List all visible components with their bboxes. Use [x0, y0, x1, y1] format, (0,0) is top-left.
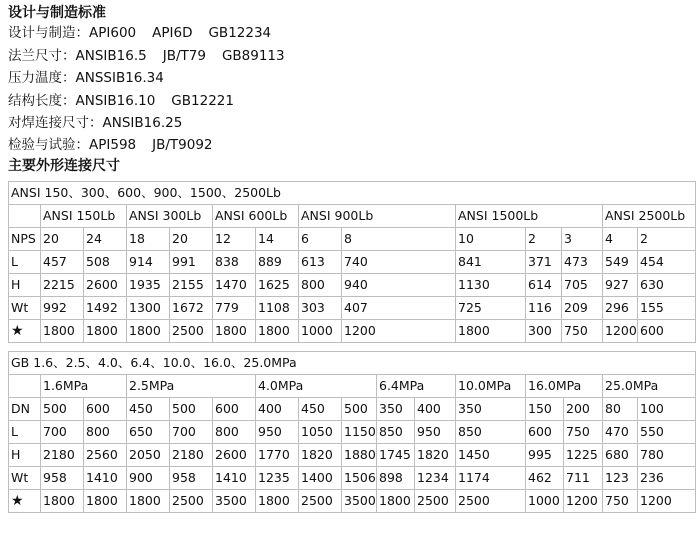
class-header: ANSI 900Lb — [299, 205, 456, 228]
table-cell: 80 — [603, 398, 638, 421]
table-cell: 3 — [562, 228, 603, 251]
gb-row — [9, 421, 696, 444]
table-cell: 750 — [562, 320, 603, 343]
row-label: DN — [9, 398, 41, 421]
row-label: H — [9, 444, 41, 467]
class-header: 10.0MPa — [456, 375, 526, 398]
table-cell: 950 — [415, 421, 456, 444]
table-cell: 123 — [603, 467, 638, 490]
table-cell: 508 — [84, 251, 127, 274]
table-cell: 1225 — [564, 444, 603, 467]
gb-table-body — [9, 398, 696, 513]
spec-pressure-temperature — [8, 68, 180, 88]
gb-dimensions-table — [8, 351, 696, 513]
ansi-row — [9, 320, 696, 343]
row-label: ★ — [9, 320, 41, 343]
table-cell: 750 — [564, 421, 603, 444]
table-cell: 1800 — [456, 320, 526, 343]
table-cell: 1410 — [84, 467, 127, 490]
table-cell: 1200 — [603, 320, 638, 343]
table-cell: 1800 — [213, 320, 256, 343]
spec-value: API598 — [89, 137, 137, 153]
table-cell: 1130 — [456, 274, 526, 297]
table-cell: 1235 — [256, 467, 299, 490]
table-cell: 1000 — [526, 490, 564, 513]
table-cell: 898 — [377, 467, 415, 490]
table-cell: 779 — [213, 297, 256, 320]
row-label: H — [9, 274, 41, 297]
ansi-row — [9, 228, 696, 251]
spec-flange-size — [8, 46, 301, 66]
table-cell: 500 — [41, 398, 84, 421]
table-cell: 1820 — [415, 444, 456, 467]
table-cell: 1800 — [127, 490, 170, 513]
table-cell: 991 — [170, 251, 213, 274]
table-cell: 1800 — [84, 320, 127, 343]
table-cell: 155 — [638, 297, 696, 320]
ansi-row — [9, 251, 696, 274]
table-cell: 407 — [342, 297, 456, 320]
table-cell: 1935 — [127, 274, 170, 297]
spec-label: 法兰尺寸： — [8, 48, 76, 64]
table-cell: 600 — [84, 398, 127, 421]
table-cell: 1200 — [638, 490, 696, 513]
gb-row — [9, 490, 696, 513]
ansi-row — [9, 274, 696, 297]
table-cell: 10 — [456, 228, 526, 251]
table-cell: 300 — [526, 320, 562, 343]
table-cell: 800 — [84, 421, 127, 444]
table-cell: 2600 — [213, 444, 256, 467]
spec-value: GB12221 — [171, 93, 234, 109]
ansi-dimensions-table — [8, 181, 696, 343]
spec-label: 压力温度： — [8, 70, 76, 86]
table-cell: 650 — [127, 421, 170, 444]
spec-value: API6D — [152, 25, 193, 41]
table-cell: 1174 — [456, 467, 526, 490]
class-header: 25.0MPa — [603, 375, 696, 398]
row-label: ★ — [9, 490, 41, 513]
class-header: ANSI 150Lb — [41, 205, 127, 228]
table-cell: 1492 — [84, 297, 127, 320]
table-cell: 750 — [603, 490, 638, 513]
gb-row — [9, 467, 696, 490]
table-cell: 780 — [638, 444, 696, 467]
table-cell: 18 — [127, 228, 170, 251]
table-cell: 500 — [342, 398, 377, 421]
spec-design-manufacture — [8, 23, 287, 43]
table-cell: 1400 — [299, 467, 342, 490]
table-cell: 371 — [526, 251, 562, 274]
table-cell: 303 — [299, 297, 342, 320]
table-cell: 1770 — [256, 444, 299, 467]
table-cell: 740 — [342, 251, 456, 274]
table-cell: 800 — [213, 421, 256, 444]
class-header: 2.5MPa — [127, 375, 256, 398]
table-cell: 8 — [342, 228, 456, 251]
table-cell: 549 — [603, 251, 638, 274]
table-cell: 600 — [213, 398, 256, 421]
table-cell: 550 — [638, 421, 696, 444]
table-cell: 1470 — [213, 274, 256, 297]
table-cell: 500 — [170, 398, 213, 421]
table-cell: 350 — [377, 398, 415, 421]
table-cell: 958 — [41, 467, 84, 490]
table-cell: 350 — [456, 398, 526, 421]
table-cell: 2500 — [299, 490, 342, 513]
table-cell: 1410 — [213, 467, 256, 490]
table-cell: 2600 — [84, 274, 127, 297]
spec-value: ANSSIB16.34 — [75, 70, 164, 86]
table-cell: 14 — [256, 228, 299, 251]
spec-value: ANSIB16.10 — [75, 93, 156, 109]
table-cell: 2500 — [170, 490, 213, 513]
spec-butt-weld-size — [8, 113, 198, 133]
table-cell: 454 — [638, 251, 696, 274]
table-cell: 470 — [603, 421, 638, 444]
table-cell: 2155 — [170, 274, 213, 297]
class-header: ANSI 2500Lb — [603, 205, 696, 228]
gb-row — [9, 444, 696, 467]
spec-value: GB89113 — [221, 48, 285, 64]
table-cell: 6 — [299, 228, 342, 251]
table-cell: 705 — [562, 274, 603, 297]
table-cell: 1800 — [256, 320, 299, 343]
table-cell: 850 — [456, 421, 526, 444]
class-header: ANSI 1500Lb — [456, 205, 603, 228]
table-cell: 700 — [170, 421, 213, 444]
table-cell: 995 — [526, 444, 564, 467]
ansi-row — [9, 297, 696, 320]
table-cell: 2180 — [41, 444, 84, 467]
table-cell: 1800 — [41, 320, 84, 343]
table-cell: 457 — [41, 251, 84, 274]
spec-label: 结构长度： — [8, 93, 76, 109]
table-cell: 150 — [526, 398, 564, 421]
table-cell: 200 — [564, 398, 603, 421]
ansi-caption: ANSI 150、300、600、900、1500、2500Lb — [9, 182, 696, 205]
table-cell: 116 — [526, 297, 562, 320]
table-cell: 850 — [377, 421, 415, 444]
table-cell: 889 — [256, 251, 299, 274]
dimensions-heading: 主要外形连接尺寸 — [8, 158, 120, 174]
table-cell: 1200 — [564, 490, 603, 513]
class-header: 4.0MPa — [256, 375, 377, 398]
table-cell: 700 — [41, 421, 84, 444]
table-cell: 630 — [638, 274, 696, 297]
table-cell: 841 — [456, 251, 526, 274]
row-label: L — [9, 251, 41, 274]
table-cell: 2560 — [84, 444, 127, 467]
table-cell: 1800 — [377, 490, 415, 513]
page-title: 设计与制造标准 — [8, 5, 106, 21]
table-cell: 3500 — [342, 490, 377, 513]
class-header: 6.4MPa — [377, 375, 456, 398]
spec-value: JB/T9092 — [152, 137, 213, 153]
table-cell: 462 — [526, 467, 564, 490]
table-cell: 400 — [256, 398, 299, 421]
table-cell: 100 — [638, 398, 696, 421]
table-cell: 950 — [256, 421, 299, 444]
table-cell: 2 — [638, 228, 696, 251]
spec-value: ANSIB16.5 — [75, 48, 147, 64]
table-cell: 927 — [603, 274, 638, 297]
row-label: NPS — [9, 228, 41, 251]
table-cell: 296 — [603, 297, 638, 320]
class-header: ANSI 600Lb — [213, 205, 299, 228]
empty-cell — [9, 205, 41, 228]
table-cell: 800 — [299, 274, 342, 297]
table-cell: 1200 — [342, 320, 456, 343]
table-cell: 1800 — [41, 490, 84, 513]
table-cell: 1450 — [456, 444, 526, 467]
table-cell: 1880 — [342, 444, 377, 467]
table-cell: 838 — [213, 251, 256, 274]
table-cell: 1625 — [256, 274, 299, 297]
table-cell: 1745 — [377, 444, 415, 467]
table-cell: 680 — [603, 444, 638, 467]
table-cell: 1820 — [299, 444, 342, 467]
table-cell: 2 — [526, 228, 562, 251]
table-cell: 12 — [213, 228, 256, 251]
table-cell: 725 — [456, 297, 526, 320]
table-cell: 1234 — [415, 467, 456, 490]
spec-structure-length — [8, 91, 250, 111]
table-cell: 450 — [299, 398, 342, 421]
table-cell: 450 — [127, 398, 170, 421]
table-cell: 473 — [562, 251, 603, 274]
table-cell: 1800 — [256, 490, 299, 513]
table-cell: 236 — [638, 467, 696, 490]
spec-value: JB/T79 — [162, 48, 206, 64]
table-cell: 1506 — [342, 467, 377, 490]
row-label: Wt — [9, 297, 41, 320]
table-cell: 600 — [526, 421, 564, 444]
class-header: ANSI 300Lb — [127, 205, 213, 228]
spec-value: GB12234 — [208, 25, 272, 41]
table-cell: 900 — [127, 467, 170, 490]
table-cell: 2500 — [415, 490, 456, 513]
table-cell: 400 — [415, 398, 456, 421]
table-cell: 1672 — [170, 297, 213, 320]
table-cell: 1000 — [299, 320, 342, 343]
empty-cell — [9, 375, 41, 398]
table-cell: 2050 — [127, 444, 170, 467]
table-cell: 958 — [170, 467, 213, 490]
table-cell: 20 — [41, 228, 84, 251]
table-cell: 20 — [170, 228, 213, 251]
table-cell: 2500 — [456, 490, 526, 513]
table-cell: 940 — [342, 274, 456, 297]
spec-value: API600 — [89, 25, 137, 41]
table-cell: 600 — [638, 320, 696, 343]
row-label: L — [9, 421, 41, 444]
spec-inspection-test — [8, 135, 229, 155]
table-cell: 3500 — [213, 490, 256, 513]
table-cell: 1300 — [127, 297, 170, 320]
table-cell: 4 — [603, 228, 638, 251]
table-cell: 1108 — [256, 297, 299, 320]
table-cell: 24 — [84, 228, 127, 251]
table-cell: 2180 — [170, 444, 213, 467]
spec-label: 对焊连接尺寸： — [8, 115, 103, 131]
spec-value: ANSIB16.25 — [102, 115, 183, 131]
table-cell: 1150 — [342, 421, 377, 444]
table-cell: 2500 — [170, 320, 213, 343]
table-cell: 1800 — [84, 490, 127, 513]
row-label: Wt — [9, 467, 41, 490]
table-cell: 1800 — [127, 320, 170, 343]
table-cell: 613 — [299, 251, 342, 274]
ansi-table-body — [9, 228, 696, 343]
table-cell: 914 — [127, 251, 170, 274]
table-cell: 614 — [526, 274, 562, 297]
class-header: 16.0MPa — [526, 375, 603, 398]
gb-caption: GB 1.6、2.5、4.0、6.4、10.0、16.0、25.0MPa — [9, 352, 696, 375]
class-header: 1.6MPa — [41, 375, 127, 398]
table-cell: 209 — [562, 297, 603, 320]
table-cell: 2215 — [41, 274, 84, 297]
spec-label: 设计与制造： — [8, 25, 89, 41]
table-cell: 1050 — [299, 421, 342, 444]
gb-row — [9, 398, 696, 421]
table-cell: 992 — [41, 297, 84, 320]
table-cell: 711 — [564, 467, 603, 490]
spec-label: 检验与试验： — [8, 137, 89, 153]
